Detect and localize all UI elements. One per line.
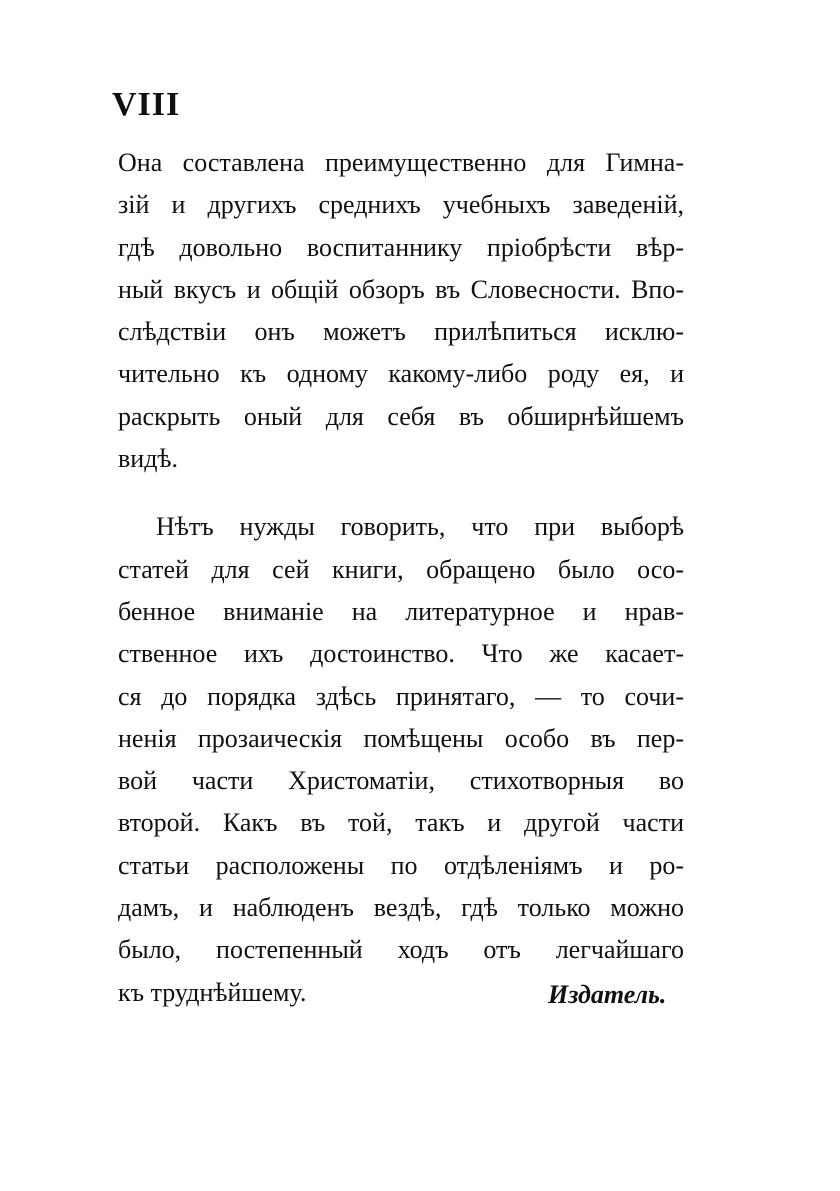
text-line: было, постепенный ходъ отъ легчайшаго [118,935,684,965]
text-line: слѣдствіи онъ можетъ прилѣпиться исклю- [118,317,684,347]
text-line: дамъ, и наблюденъ вездѣ, гдѣ только можно [118,893,684,923]
text-line: ный вкусъ и общій обзоръ въ Словесности. Впо- [118,274,684,304]
text-line: Нѣтъ нужды говорить, что при выборѣ [156,512,684,542]
text-line: къ труднѣйшему. [118,977,307,1007]
text-line: раскрыть оный для себя въ обширнѣйшемъ [118,401,684,431]
text-line: чительно къ одному какому-либо роду ея, и [118,359,684,389]
text-line: бенное вниманіе на литературное и нрав- [118,596,684,626]
page-number: VIII [112,86,181,123]
text-line: зій и другихъ среднихъ учебныхъ заведеній, [118,190,684,220]
paragraph-gap [118,480,684,506]
text-line: ся до порядка здѣсь принятаго, — то сочи- [118,681,684,711]
text-line: Она составлена преимущественно для Гимна- [118,148,684,177]
text-line: гдѣ довольно воспитаннику пріобрѣсти вѣр- [118,232,684,262]
text-line: статьи расположены по отдѣленіямъ и ро- [118,850,684,880]
text-line: второй. Какъ въ той, такъ и другой части [118,808,684,838]
text-line: видѣ. [118,444,179,474]
paragraph-1 [118,142,684,480]
text-line: ственное ихъ достоинство. Что же касает- [118,639,684,669]
paragraph-2 [118,506,684,1014]
signature: Издатель. [548,980,667,1009]
body-text [118,142,684,1014]
text-line: ненія прозаическія помѣщены особо въ пер- [118,723,684,753]
text-line: вой части Христоматіи, стихотворныя во [118,766,684,796]
text-line: статей для сей книги, обращено было осо- [118,554,684,584]
